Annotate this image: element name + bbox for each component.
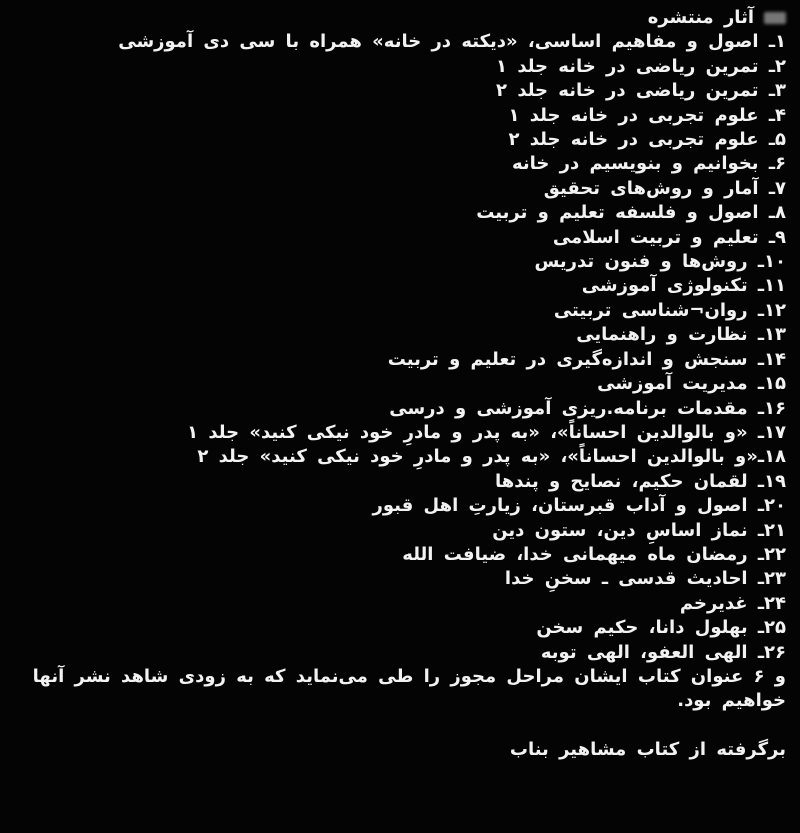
list-item: ۱۲ـ روان¬شناسی تربیتی — [553, 299, 786, 321]
blurred-square-icon — [764, 12, 786, 24]
list-item: ۲۵ـ بهلول دانا، حکیم سخن — [536, 617, 786, 639]
list-item: ۵ـ علوم تجربی در خانه جلد ۲ — [508, 129, 786, 151]
list-item: ۲ـ تمرین ریاضی در خانه جلد ۱ — [496, 55, 786, 77]
list-item: ۷ـ آمار و روش‌های تحقیق — [543, 177, 786, 199]
list-item: ۹ـ تعلیم و تربیت اسلامی — [552, 226, 786, 248]
list-item: ۶ـ بخوانیم و بنویسیم در خانه — [511, 153, 786, 175]
list-item: ۱۸ـ«و بالوالدین احساناً»، «به پدر و مادرِ خود نیکی کنید» جلد ۲ — [197, 446, 786, 468]
list-item: ۱۴ـ سنجش و اندازه‌گیری در تعلیم و تربیت — [387, 348, 786, 370]
list-item: ۲۶ـ الهی العفو، الهی توبه — [540, 641, 786, 663]
list-item: ۳ـ تمرین ریاضی در خانه جلد ۲ — [496, 80, 786, 102]
list-item: ۲۱ـ نماز اساسِ دین، ستون دین — [492, 519, 786, 541]
list-item: ۱۹ـ لقمان حکیم، نصایح و پندها — [494, 470, 786, 492]
list-item: ۱۷ـ «و بالوالدین احساناً»، «به پدر و مادرِ خود نیکی کنید» جلد ۱ — [187, 421, 786, 443]
closing-note: و ۶ عنوان کتاب ایشان مراحل مجوز را طی می‌نماید که به زودی شاهد نشر آنها خواهیم بود. — [32, 665, 786, 712]
works-list — [8, 30, 786, 665]
list-item: ۱ـ اصول و مفاهیم اساسی، «دیکته در خانه» همراه با سی دی آموزشی — [118, 31, 786, 53]
list-item: ۱۳ـ نظارت و راهنمایی — [576, 324, 786, 346]
list-item: ۸ـ اصول و فلسفه تعلیم و تربیت — [476, 202, 786, 224]
list-item: ۲۲ـ رمضان ماه میهمانی خدا، ضیافت الله — [402, 543, 786, 565]
list-item: ۲۳ـ احادیث قدسی ـ سخنِ خدا — [504, 568, 786, 590]
list-item: ۱۰ـ روش‌ها و فنون تدریس — [534, 251, 786, 273]
list-item: ۲۴ـ غدیرخم — [679, 592, 786, 614]
source-credit: برگرفته از کتاب مشاهیر بناب — [509, 738, 786, 760]
list-item: ۲۰ـ اصول و آداب قبرستان، زیارتِ اهل قبور — [372, 495, 786, 517]
list-item: ۱۱ـ تکنولوژی آموزشی — [581, 275, 786, 297]
list-item: ۱۶ـ مقدمات برنامه.ریزی آموزشی و درسی — [389, 397, 786, 419]
page-title: آثار منتشره — [647, 7, 754, 28]
header-row — [8, 6, 786, 30]
list-item: ۱۵ـ مدیریت آموزشی — [597, 373, 786, 395]
list-item: ۴ـ علوم تجربی در خانه جلد ۱ — [508, 104, 786, 126]
